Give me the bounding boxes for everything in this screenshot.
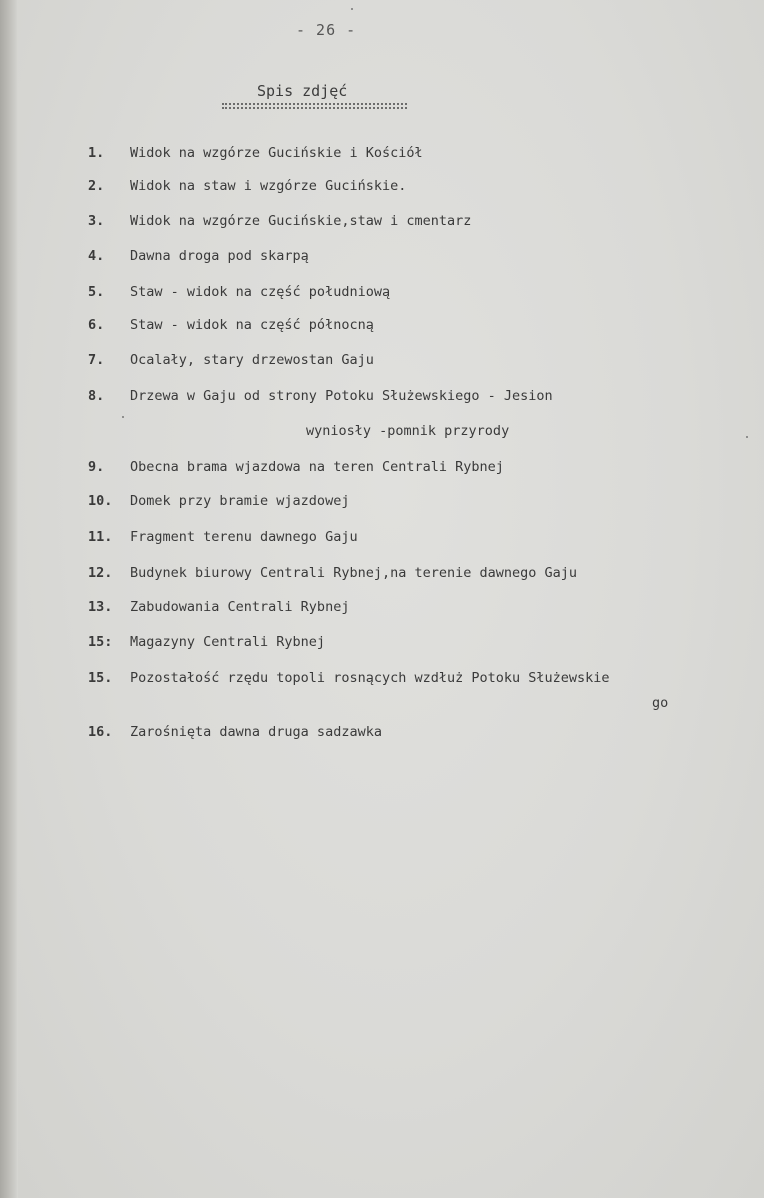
list-item-text: Widok na staw i wzgórze Gucińskie.	[130, 178, 407, 194]
list-item-text: Staw - widok na część południową	[130, 284, 391, 300]
list-item	[88, 144, 423, 162]
list-item-text: Pozostałość rzędu topoli rosnących wzdłuż Potoku Służewskie	[130, 670, 610, 686]
list-item-number: 2.	[88, 178, 105, 194]
list-item-text: Domek przy bramie wjazdowej	[130, 493, 350, 509]
list-item-text: Zabudowania Centrali Rybnej	[130, 599, 350, 615]
list-item-text: Obecna brama wjazdowa na teren Centrali Rybnej	[130, 459, 504, 475]
document-page	[18, 0, 764, 1198]
list-item	[88, 723, 382, 741]
list-item	[88, 633, 325, 651]
list-item-text: Dawna droga pod skarpą	[130, 248, 309, 264]
list-item-number: 12.	[88, 565, 113, 581]
list-item-number: 15:	[88, 634, 113, 650]
ink-speck	[746, 436, 748, 438]
list-item-number: 7.	[88, 352, 105, 368]
list-item-number: 10.	[88, 493, 113, 509]
list-item-text: Magazyny Centrali Rybnej	[130, 634, 326, 650]
page-number: - 26 -	[296, 21, 357, 39]
list-item	[88, 212, 471, 230]
list-item-number: 1.	[88, 145, 105, 161]
list-item-number: 6.	[88, 317, 105, 333]
list-item	[88, 598, 349, 616]
list-item	[88, 458, 504, 476]
list-item-continuation: go	[652, 695, 669, 711]
list-item	[88, 351, 374, 369]
list-item	[88, 247, 309, 265]
list-item-text: Staw - widok na część północną	[130, 317, 374, 333]
list-item	[88, 669, 610, 687]
title-underline	[222, 103, 407, 109]
list-item-text: Budynek biurowy Centrali Rybnej,na terenie dawnego Gaju	[130, 565, 578, 581]
list-item	[88, 492, 349, 510]
list-item	[88, 283, 390, 301]
list-item-text: Ocalały, stary drzewostan Gaju	[130, 352, 374, 368]
list-item	[88, 564, 577, 582]
list-item	[88, 316, 374, 334]
ink-speck	[351, 8, 353, 10]
list-item-number: 3.	[88, 213, 105, 229]
page-title: Spis zdjęć	[257, 82, 348, 100]
list-item-text: Drzewa w Gaju od strony Potoku Służewskiego - Jesion	[130, 388, 553, 404]
list-item	[88, 528, 358, 546]
list-item-text: Widok na wzgórze Gucińskie,staw i cmentarz	[130, 213, 472, 229]
list-item-number: 8.	[88, 388, 105, 404]
list-item-continuation: wyniosły -pomnik przyrody	[306, 423, 510, 439]
list-item-number: 15.	[88, 670, 113, 686]
list-item-text: Fragment terenu dawnego Gaju	[130, 529, 358, 545]
list-item-number: 16.	[88, 724, 113, 740]
list-item-number: 9.	[88, 459, 105, 475]
list-item-text: Zarośnięta dawna druga sadzawka	[130, 724, 382, 740]
list-item-text: Widok na wzgórze Gucińskie i Kościół	[130, 145, 423, 161]
list-item-number: 11.	[88, 529, 113, 545]
list-item	[88, 387, 553, 405]
list-item	[88, 177, 406, 195]
page-binding-edge	[0, 0, 18, 1198]
ink-speck	[122, 416, 124, 418]
list-item-number: 4.	[88, 248, 105, 264]
list-item-number: 13.	[88, 599, 113, 615]
list-item-number: 5.	[88, 284, 105, 300]
